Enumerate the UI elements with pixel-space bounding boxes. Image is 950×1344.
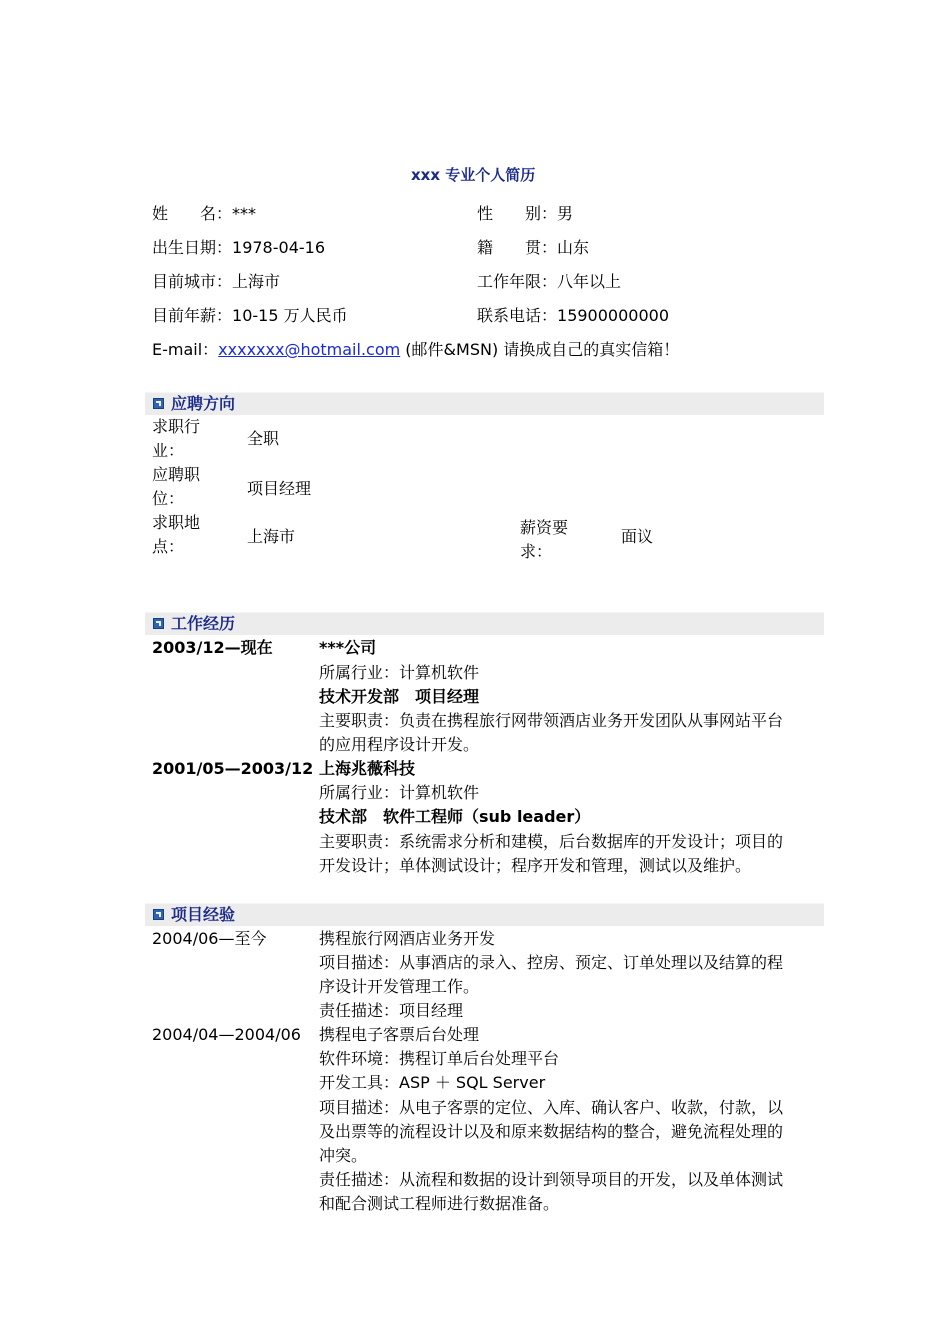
- birth-field: [152, 236, 325, 260]
- name-field: [152, 202, 256, 226]
- name-label: 姓 名：: [152, 204, 233, 223]
- job2-period: 2001/05—2003/12: [152, 759, 314, 778]
- gender-field: [477, 202, 573, 226]
- location-value: 上海市: [247, 527, 296, 546]
- location-label-line2: 点：: [152, 537, 185, 556]
- industry-label-line1: 求职行: [152, 417, 201, 436]
- section-arrow-icon: [153, 618, 164, 629]
- salary-label: 目前年薪：: [152, 306, 233, 325]
- project2-desc-line3: 冲突。: [319, 1146, 368, 1165]
- project2-env: 软件环境：携程订单后台处理平台: [319, 1049, 560, 1068]
- work-heading: 工作经历: [171, 614, 236, 633]
- expected-salary-label-line1: 薪资要: [520, 518, 569, 537]
- project1-desc-line2: 序设计开发管理工作。: [319, 977, 480, 996]
- projects-heading: 项目经验: [171, 905, 236, 924]
- job1-duty-line1: 主要职责：负责在携程旅行网带领酒店业务开发团队从事网站平台: [319, 711, 784, 730]
- position-label-line2: 位：: [152, 489, 185, 508]
- city-label: 目前城市：: [152, 272, 233, 291]
- expected-salary-label-line2: 求：: [520, 542, 553, 561]
- years-field: [477, 270, 621, 294]
- project2-tools: 开发工具：ASP ＋ SQL Server: [319, 1073, 546, 1092]
- position-label: [152, 463, 200, 511]
- salary-field: [152, 304, 348, 328]
- email-label: E-mail：: [152, 340, 219, 359]
- email-note: (邮件&MSN) 请换成自己的真实信箱！: [400, 340, 680, 359]
- job1-duty-line2: 的应用程序设计开发。: [319, 735, 480, 754]
- page-title: xxx 专业个人简历: [411, 166, 536, 184]
- project1-desc-line1: 项目描述：从事酒店的录入、控房、预定、订单处理以及结算的程: [319, 953, 784, 972]
- origin-label: 籍 贯：: [477, 238, 558, 257]
- name-value: ***: [232, 204, 257, 223]
- job-target-heading: 应聘方向: [171, 394, 236, 413]
- gender-label: 性 别：: [477, 204, 558, 223]
- birth-value: 1978-04-16: [232, 238, 325, 257]
- job2-duty-line1: 主要职责：系统需求分析和建模，后台数据库的开发设计；项目的: [319, 832, 784, 851]
- project2-resp-line2: 和配合测试工程师进行数据准备。: [319, 1194, 560, 1213]
- expected-salary-label: [520, 516, 568, 564]
- email-field: [152, 338, 679, 362]
- project1-name: 携程旅行网酒店业务开发: [319, 929, 496, 948]
- industry-value: 全职: [247, 429, 280, 448]
- origin-field: [477, 236, 589, 260]
- job1-role: 技术开发部 项目经理: [319, 687, 480, 706]
- birth-label: 出生日期：: [152, 238, 233, 257]
- job2-role: 技术部 软件工程师（sub leader）: [319, 807, 591, 826]
- phone-field: [477, 304, 669, 328]
- years-label: 工作年限：: [477, 272, 558, 291]
- job-target-header: [145, 392, 824, 415]
- work-header: [145, 612, 824, 635]
- city-value: 上海市: [232, 272, 281, 291]
- project2-period: 2004/04—2004/06: [152, 1025, 301, 1044]
- project2-resp-line1: 责任描述：从流程和数据的设计到领导项目的开发，以及单体测试: [319, 1170, 784, 1189]
- job2-industry: 所属行业：计算机软件: [319, 783, 480, 802]
- location-label-line1: 求职地: [152, 513, 201, 532]
- project1-period: 2004/06—至今: [152, 929, 267, 948]
- projects-header: [145, 903, 824, 926]
- job2-company: 上海兆薇科技: [319, 759, 416, 778]
- expected-salary-value: 面议: [621, 527, 654, 546]
- job1-industry: 所属行业：计算机软件: [319, 663, 480, 682]
- email-link[interactable]: xxxxxxx@hotmail.com: [218, 340, 401, 359]
- project2-desc-line2: 及出票等的流程设计以及和原来数据结构的整合，避免流程处理的: [319, 1122, 784, 1141]
- phone-value: 15900000000: [557, 306, 669, 325]
- phone-label: 联系电话：: [477, 306, 558, 325]
- section-arrow-icon: [153, 398, 164, 409]
- position-label-line1: 应聘职: [152, 465, 201, 484]
- job2-duty-line2: 开发设计；单体测试设计；程序开发和管理，测试以及维护。: [319, 856, 752, 875]
- project2-desc-line1: 项目描述：从电子客票的定位、入库、确认客户、收款，付款，以: [319, 1098, 784, 1117]
- industry-label-line2: 业：: [152, 441, 185, 460]
- project1-resp: 责任描述：项目经理: [319, 1001, 464, 1020]
- position-value: 项目经理: [247, 479, 312, 498]
- job1-company: ***公司: [319, 638, 377, 657]
- city-field: [152, 270, 280, 294]
- project2-name: 携程电子客票后台处理: [319, 1025, 480, 1044]
- years-value: 八年以上: [557, 272, 622, 291]
- job1-period: 2003/12—现在: [152, 638, 273, 657]
- section-arrow-icon: [153, 909, 164, 920]
- gender-value: 男: [557, 204, 574, 223]
- origin-value: 山东: [557, 238, 590, 257]
- industry-label: [152, 415, 200, 463]
- salary-value: 10-15 万人民币: [232, 306, 348, 325]
- location-label: [152, 511, 200, 559]
